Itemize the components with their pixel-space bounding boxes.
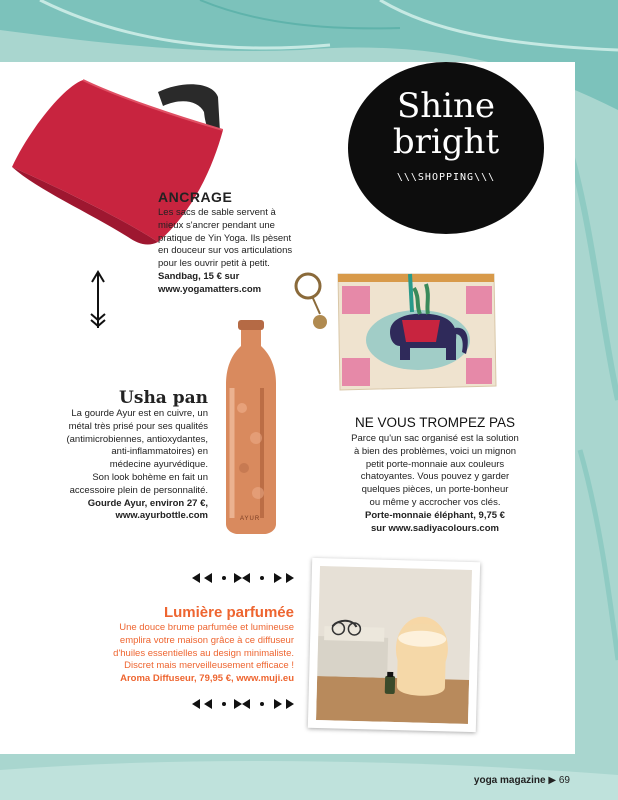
play-arrow-icon: ▶ xyxy=(548,775,557,786)
ancrage-line: en douceur sur vos articulations xyxy=(158,245,293,257)
usha-line: Son look bohème en fait un xyxy=(92,471,208,483)
ornament-divider-icon xyxy=(192,698,294,710)
page-number: 69 xyxy=(558,775,570,786)
usha-line: (antimicrobiennes, antioxydantes, xyxy=(66,433,208,445)
ancrage-product: Sandbag, 15 € sur xyxy=(158,270,240,282)
purse-line: Parce qu'un sac organisé est la solution xyxy=(351,433,519,444)
badge-title-line1: Shine xyxy=(396,86,496,126)
purse-url: sur www.sadiyacolours.com xyxy=(371,522,499,534)
ancrage-line: Les sacs de sable servent à xyxy=(158,207,276,218)
usha-line: médecine ayurvédique. xyxy=(109,459,208,471)
purse-product: Porte-monnaie éléphant, 9,75 € xyxy=(365,509,505,521)
bottle-brand-label: AYUR xyxy=(240,516,261,522)
aroma-diffuser-image xyxy=(316,566,472,724)
badge-section-label: \\\SHOPPING\\\ xyxy=(396,172,496,183)
purse-line: ou même y accrocher vos clés. xyxy=(369,496,501,508)
ornament-divider-icon xyxy=(192,572,294,584)
ancrage-line: mieux s'ancrer pendant une xyxy=(158,219,275,231)
purse-line: à bien des problèmes, voici un mignon xyxy=(353,445,517,457)
page-footer xyxy=(474,775,570,786)
ancrage-url: www.yogamatters.com xyxy=(158,283,262,295)
lumiere-line: d'huiles essentielles au design minimaliste. xyxy=(113,647,294,659)
copper-bottle-image xyxy=(222,318,280,536)
purse-line: petit porte-monnaie aux couleurs xyxy=(365,458,505,470)
ancrage-line: pour les ouvrir petit à petit. xyxy=(158,258,270,270)
purse-title: NE VOUS TROMPEZ PAS xyxy=(354,415,516,430)
magazine-name: yoga magazine xyxy=(473,775,546,786)
lumiere-description xyxy=(84,622,294,686)
diffuser-photo xyxy=(308,558,480,732)
usha-line: La gourde Ayur est en cuivre, un xyxy=(71,408,208,419)
usha-title: Usha pan xyxy=(119,388,208,408)
lumiere-line: emplira votre maison grâce à ce diffuseur xyxy=(119,634,294,646)
ancrage-title: ANCRAGE xyxy=(158,189,233,205)
usha-line: métal très prisé pour ses qualités xyxy=(68,420,208,432)
ancrage-line: pratique de Yin Yoga. Ils pèsent xyxy=(158,232,292,244)
lumiere-line: Une douce brume parfumée et lumineuse xyxy=(119,622,294,633)
lumiere-product: Aroma Diffuseur, 79,95 €, www.muji.eu xyxy=(120,673,294,685)
arrow-decoration-icon xyxy=(88,270,108,332)
lumiere-line: Discret mais merveilleusement efficace ! xyxy=(124,660,294,672)
purse-line: chatoyantes. Vous pouvez y garder xyxy=(360,471,510,483)
usha-line: anti-inflammatoires) en xyxy=(111,446,208,458)
badge-title-line2: bright xyxy=(392,122,500,162)
usha-product: Gourde Ayur, environ 27 €, xyxy=(87,497,208,509)
purse-description xyxy=(335,433,535,535)
purse-line: quelques pièces, un porte-bonheur xyxy=(361,484,509,496)
usha-line: accessoire plein de personnalité. xyxy=(69,484,208,496)
shine-bright-badge xyxy=(348,62,544,234)
lumiere-title: Lumière parfumée xyxy=(163,604,294,621)
elephant-purse-image xyxy=(290,262,500,402)
usha-url: www.ayurbottle.com xyxy=(115,510,208,522)
usha-description xyxy=(28,408,208,523)
